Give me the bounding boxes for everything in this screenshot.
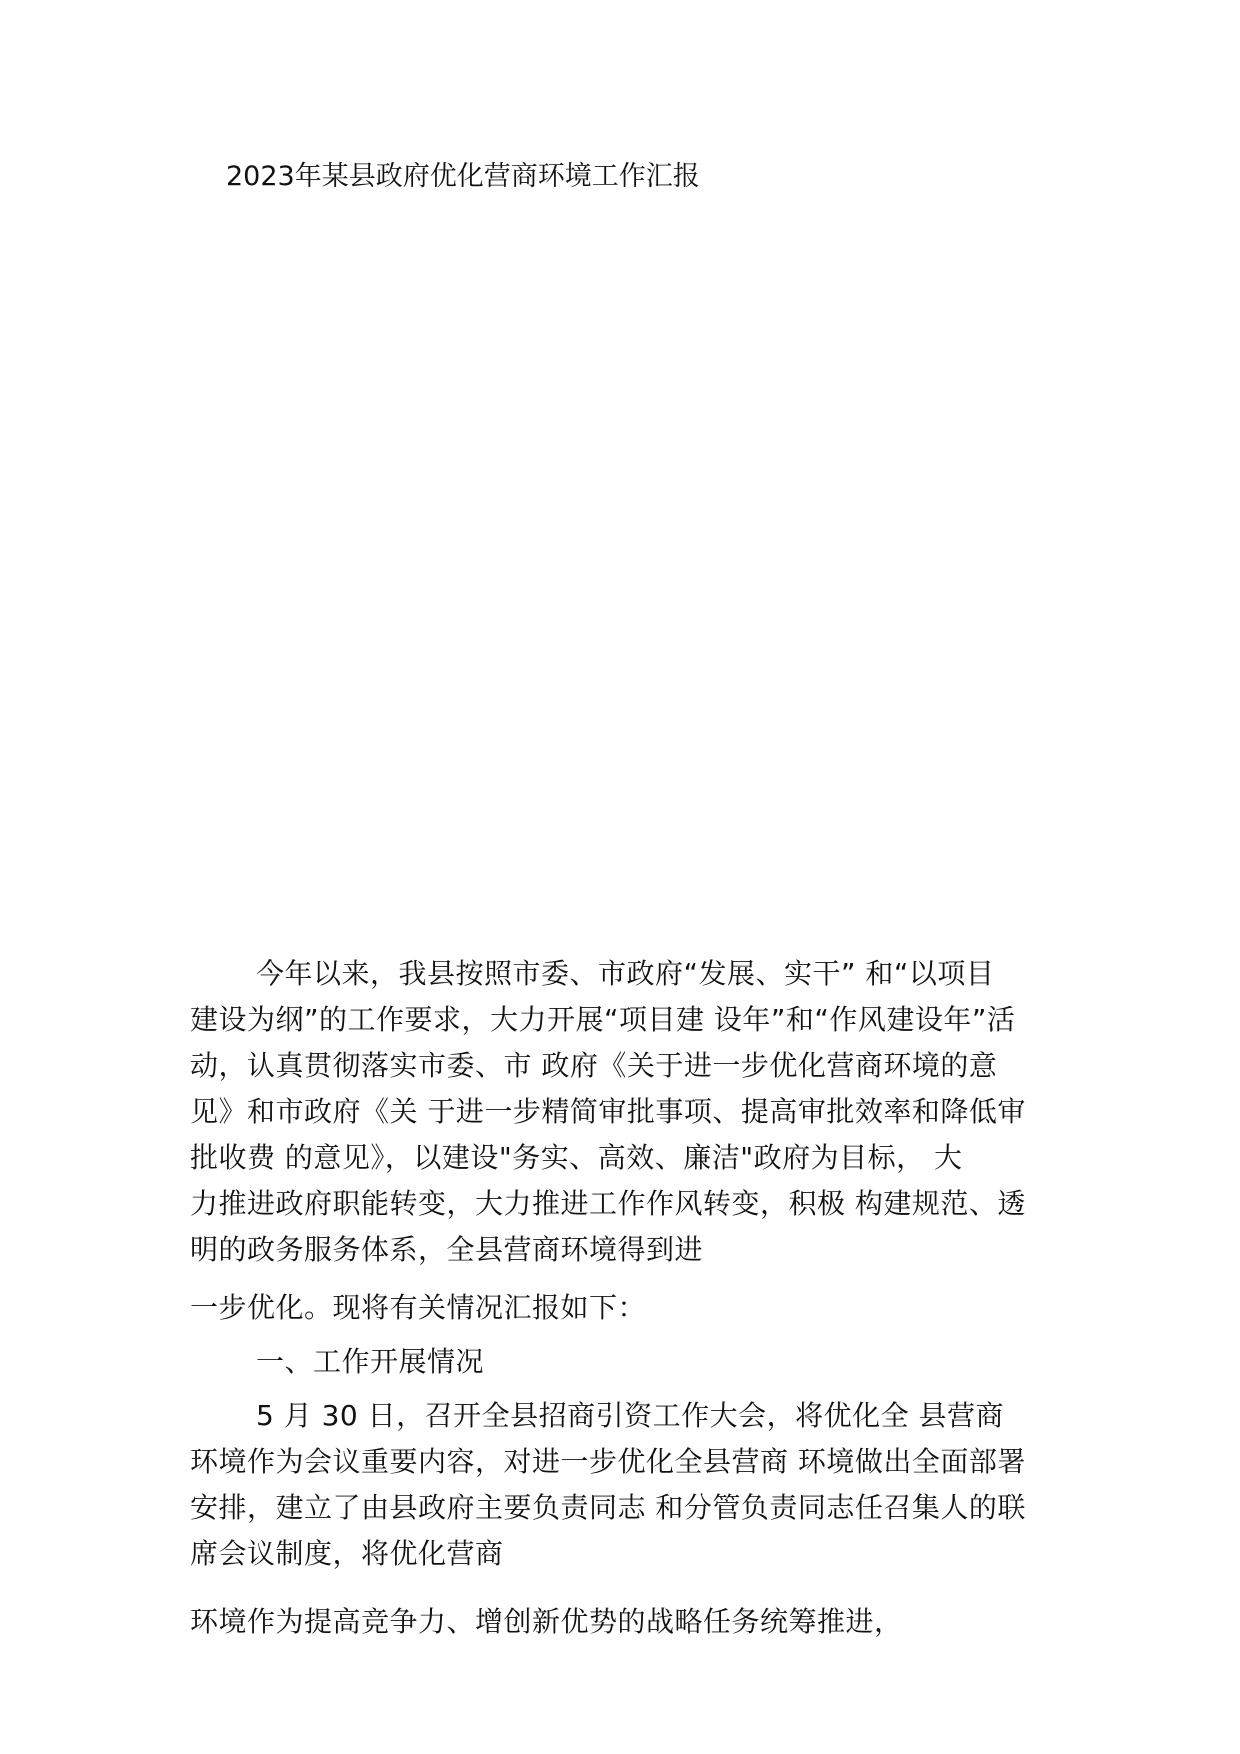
document-title: 2023年某县政府优化营商环境工作汇报 bbox=[226, 161, 700, 192]
paragraph-line: 动，认真贯彻落实市委、市 政府《关于进一步优化营商环境的意 bbox=[190, 1049, 998, 1082]
paragraph-line: 安排，建立了由县政府主要负责同志 和分管负责同志任召集人的联 bbox=[190, 1491, 1026, 1524]
paragraph-line: 建设为纲”的工作要求，大力开展“项目建 设年”和“作风建设年”活 bbox=[190, 1003, 1016, 1036]
paragraph-line: 一步优化。现将有关情况汇报如下： bbox=[190, 1291, 647, 1324]
paragraph-line: 环境作为会议重要内容，对进一步优化全县营商 环境做出全面部署 bbox=[190, 1445, 1026, 1478]
paragraph-line: 批收费 的意见》，以建设"务实、高效、廉洁"政府为目标， 大 bbox=[190, 1141, 963, 1174]
paragraph-line: 明的政务服务体系，全县营商环境得到进 bbox=[190, 1233, 704, 1266]
paragraph-line: 力推进政府职能转变，大力推进工作作风转变，积极 构建规范、透 bbox=[190, 1187, 1026, 1220]
paragraph-line: 环境作为提高竞争力、增创新优势的战略任务统筹推进， bbox=[190, 1605, 903, 1638]
paragraph-line: 席会议制度，将优化营商 bbox=[190, 1537, 504, 1570]
section-heading: 一、工作开展情况 bbox=[256, 1345, 485, 1378]
paragraph-line: 见》和市政府《关 于进一步精简审批事项、提高审批效率和降低审 bbox=[190, 1095, 1026, 1128]
paragraph-line: 今年以来，我县按照市委、市政府“发展、实干” 和“以项目 bbox=[256, 957, 995, 990]
paragraph-line: 5 月 30 日，召开全县招商引资工作大会，将优化全 县营商 bbox=[256, 1399, 1005, 1432]
